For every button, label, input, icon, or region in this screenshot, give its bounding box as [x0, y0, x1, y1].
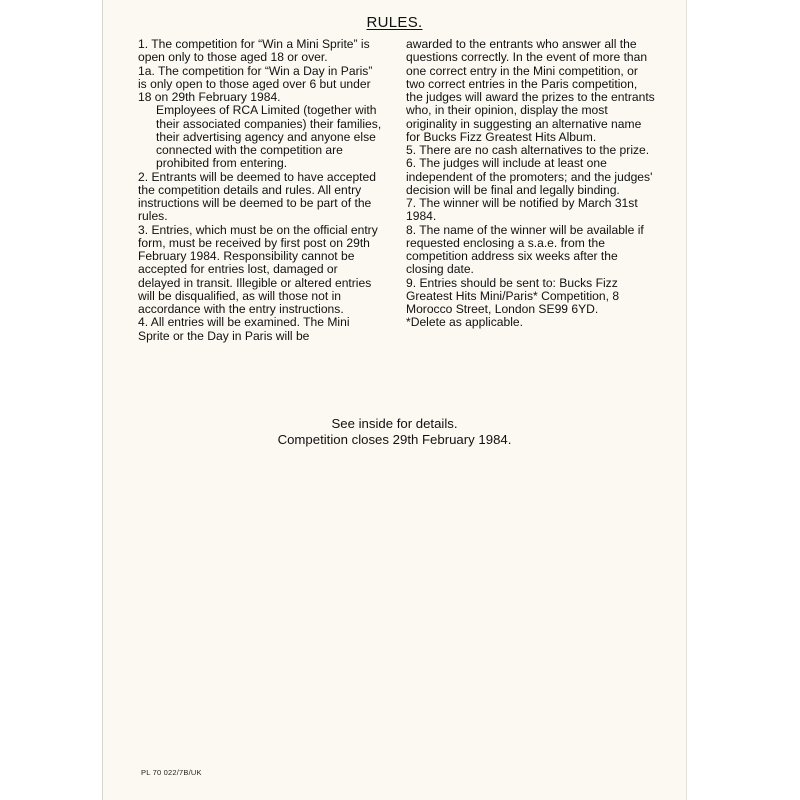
- rules-title: RULES.: [366, 14, 423, 31]
- rule-employees: Employees of RCA Limited (together with their associated companies) their families, their advertising agency and anyone else connected with the competition are prohibited from entering.: [156, 103, 382, 171]
- rules-page: [103, 0, 686, 800]
- rule-1a: 1a. The competition for “Win a Day in Paris” is only open to those aged over 6 but under 18 on 29th February 1984.: [138, 63, 373, 104]
- rule-1: 1. The competition for “Win a Mini Sprite” is open only to those aged 18 or over.: [138, 37, 370, 65]
- delete-note: *Delete as applicable.: [406, 315, 523, 330]
- rule-6: 6. The judges will include at least one independent of the promoters; and the judges' decision will be final and legally binding.: [406, 156, 653, 197]
- rule-4-continued: awarded to the entrants who answer all the questions correctly. In the event of more than one correct entry in the Mini competition, or two correct entries in the Paris competition, the judges will award the prizes to the entrants who, in their opinion, display the most originality in suggesting an alternative name for Bucks Fizz Greatest Hits Album.: [406, 37, 655, 144]
- closing-notice: [103, 416, 686, 447]
- rules-left-column: [138, 38, 382, 343]
- see-inside-text: See inside for details.: [331, 416, 458, 431]
- rule-7: 7. The winner will be notified by March 31st 1984.: [406, 196, 638, 224]
- rule-3: 3. Entries, which must be on the official entry form, must be received by first post on 29th February 1984. Responsibility cannot be accepted for entries lost, damaged or delayed in transit. Illegible or altered entries will be disqualified, as will those not in accordance with the entry instructions.: [138, 222, 378, 316]
- rule-4: 4. All entries will be examined. The Mini Sprite or the Day in Paris will be: [138, 315, 350, 343]
- rules-right-column: [406, 38, 656, 330]
- rule-2: 2. Entrants will be deemed to have accepted the competition details and rules. All entry instructions will be deemed to be part of the rules.: [138, 169, 376, 224]
- closing-date-text: Competition closes 29th February 1984.: [277, 431, 512, 447]
- catalogue-code: PL 70 022/7B/UK: [141, 768, 202, 777]
- rule-5: 5. There are no cash alternatives to the prize.: [406, 143, 650, 157]
- rule-9: 9. Entries should be sent to: Bucks Fizz Greatest Hits Mini/Paris* Competition, 8 Morocco Street, London SE99 6YD.: [406, 275, 620, 316]
- rule-8: 8. The name of the winner will be available if requested enclosing a s.a.e. from the competition address six weeks after the closing date.: [406, 222, 644, 277]
